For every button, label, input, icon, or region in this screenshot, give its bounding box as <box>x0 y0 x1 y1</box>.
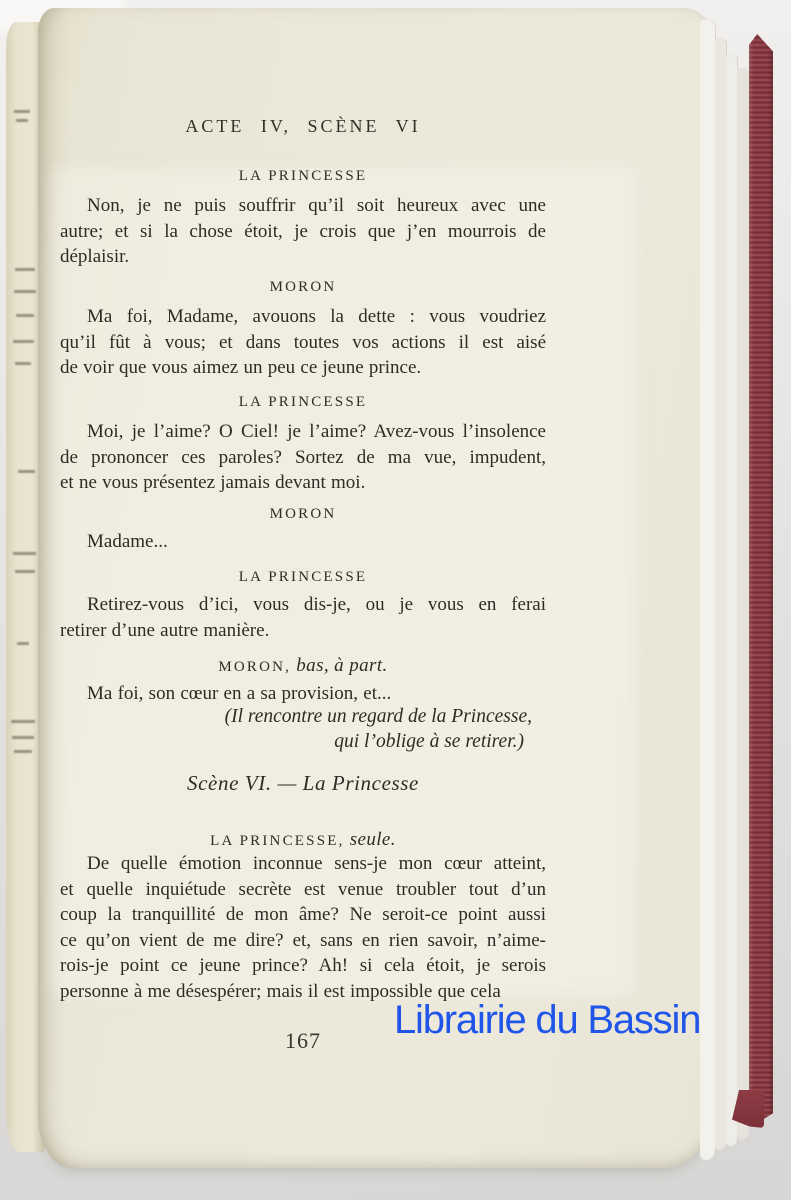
ghost-text-mark <box>12 736 34 739</box>
ghost-text-mark <box>15 362 31 365</box>
speaker-name <box>60 655 546 677</box>
dialogue-paragraph <box>60 681 546 707</box>
text-line: Ma foi, Madame, avouons la dette : vous voudriez <box>87 306 546 327</box>
speaker-name <box>60 279 546 296</box>
page-stack-edge <box>700 20 716 1160</box>
speaker-caps: LA PRINCESSE <box>238 168 368 184</box>
speaker-name <box>60 168 546 185</box>
dialogue-paragraph <box>60 851 546 1004</box>
dialogue-paragraph <box>60 193 546 270</box>
ghost-text-mark <box>15 268 35 271</box>
text-line: et ne vous présentez jamais devant moi. <box>60 472 366 493</box>
running-header <box>60 116 546 137</box>
text-line: Scène VI. — La Princesse <box>187 771 419 795</box>
ghost-text-mark <box>16 119 28 122</box>
speaker-caps: LA PRINCESSE, <box>210 833 345 849</box>
ghost-text-mark <box>11 720 35 723</box>
ghost-text-mark <box>18 470 35 473</box>
text-line: personne à me désespérer; mais il est impossible que cela <box>60 980 501 1002</box>
text-line: retirer d’une autre manière. <box>60 619 270 641</box>
book-spine <box>749 34 773 1122</box>
speaker-caps: LA PRINCESSE <box>238 394 368 410</box>
speaker-direction: bas, à part. <box>291 655 388 676</box>
text-line: (Il rencontre un regard de la Princesse, <box>224 706 532 727</box>
text-line: ce qu’on vient de me dire? et, sans en rien savoir, n’aime- <box>60 929 546 951</box>
text-line: de voir que vous aimez un peu ce jeune prince. <box>60 357 422 378</box>
ghost-text-mark <box>14 750 32 753</box>
ghost-text-mark <box>14 110 30 113</box>
speaker-name <box>60 394 546 411</box>
ghost-text-mark <box>15 570 35 573</box>
text-line: Retirez-vous d’ici, vous dis-je, ou je vous en ferai <box>87 594 546 615</box>
text-line: qui l’oblige à se retirer.) <box>334 730 524 752</box>
text-line: déplaisir. <box>60 246 130 267</box>
page-number: 167 <box>285 1028 321 1053</box>
speaker-caps: LA PRINCESSE <box>238 569 368 585</box>
ghost-text-mark <box>13 552 36 555</box>
ghost-text-mark <box>14 290 36 293</box>
speaker-name <box>60 829 546 851</box>
text-line: de prononcer ces paroles? Sortez de ma vue, impudent, <box>60 446 546 468</box>
text-line: coup la tranquillité de mon âme? Ne seroit-ce point aussi <box>60 904 546 925</box>
text-line: De quelle émotion inconnue sens-je mon cœur atteint, <box>87 853 546 874</box>
speaker-caps: MORON <box>269 279 337 295</box>
speaker-name <box>60 569 546 586</box>
text-line: qu’il fût à vous; et dans toutes vos actions il est aisé <box>60 331 546 353</box>
text-line: Non, je ne puis souffrir qu’il soit heureux avec une <box>87 195 546 216</box>
dialogue-paragraph <box>60 419 546 496</box>
speaker-name <box>60 506 546 523</box>
text-line: ACTE IV, SCÈNE VI <box>185 116 421 136</box>
ghost-text-mark <box>16 314 34 317</box>
page-stack-edge <box>737 68 749 1140</box>
speaker-direction: seule. <box>344 829 396 850</box>
text-line: Ma foi, son cœur en a sa provision, et... <box>87 683 392 704</box>
scene-heading <box>60 771 546 796</box>
text-line: Madame... <box>87 531 168 552</box>
ghost-text-mark <box>17 642 29 645</box>
text-line: Moi, je l’aime? O Ciel! je l’aime? Avez-vous l’insolence <box>87 421 546 442</box>
speaker-caps: MORON, <box>218 659 292 675</box>
ghost-text-mark <box>13 340 34 343</box>
text-line: autre; et si la chose étoit, je crois que j’en mourrois de <box>60 220 546 242</box>
dialogue-paragraph <box>60 529 546 555</box>
speaker-caps: MORON <box>269 506 337 522</box>
dialogue-paragraph <box>60 592 546 643</box>
text-line: et quelle inquiétude secrète est venue troubler tout d’un <box>60 878 546 900</box>
watermark: Librairie du Bassin <box>394 998 701 1042</box>
dialogue-paragraph <box>60 304 546 381</box>
text-line: rois-je point ce jeune prince? Ah! si cela étoit, je serois <box>60 955 546 976</box>
stage-direction <box>60 705 546 754</box>
